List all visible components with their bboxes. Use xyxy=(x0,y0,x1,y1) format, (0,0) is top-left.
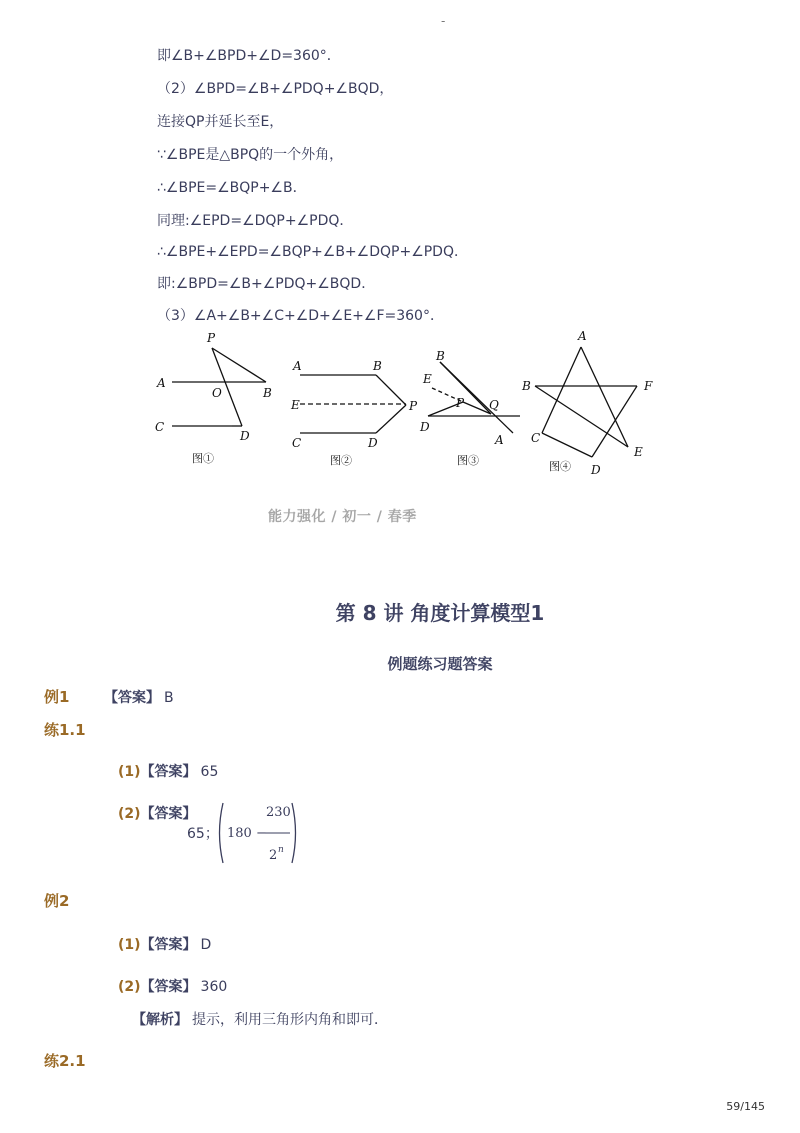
fig2-label-a: A xyxy=(293,359,302,373)
proof-line: 连接QP并延长至E， xyxy=(157,114,284,130)
fig4-label-c: C xyxy=(531,431,541,445)
fig2-label-d: D xyxy=(368,436,378,450)
item-number: (2) xyxy=(118,806,141,822)
page-number: 59/145 xyxy=(726,1100,765,1113)
example-2-answer-1 xyxy=(118,934,211,954)
item-number: (2) xyxy=(118,979,141,995)
item-number: (1) xyxy=(118,764,141,780)
practice-2-1-label: 练2.1 xyxy=(44,1052,86,1070)
answer-tag: 【答案】 xyxy=(104,690,160,706)
fig4-label-d: D xyxy=(591,463,601,477)
proof-line: ∴∠BPE=∠BQP+∠B． xyxy=(157,180,307,196)
example-2-analysis xyxy=(132,1009,388,1029)
fig3-label-e: E xyxy=(423,372,432,386)
fig2-label-c: C xyxy=(292,436,302,450)
item-number: (1) xyxy=(118,937,141,953)
example-2-answer-2 xyxy=(118,976,227,996)
section-footer: 能力强化 / 初一 / 春季 xyxy=(268,509,417,525)
fig1-label-c: C xyxy=(155,420,165,434)
answer-value: 65； xyxy=(187,826,219,842)
practice-1-1-label: 练1.1 xyxy=(44,721,86,739)
proof-line: 即∠B+∠BPD+∠D=360°． xyxy=(157,48,341,64)
fig3-label-a: A xyxy=(495,433,504,447)
practice-1-1-answer-1 xyxy=(118,761,218,781)
answer-tag: 【答案】 xyxy=(140,764,197,780)
fig4-label-b: B xyxy=(522,379,531,393)
proof-line: 即:∠BPD=∠B+∠PDQ+∠BQD． xyxy=(157,276,376,292)
practice-1-1-answer-2 xyxy=(118,803,197,823)
lecture-title: 第 8 讲 角度计算模型1 xyxy=(335,601,545,625)
analysis-tag: 【解析】 xyxy=(132,1012,188,1028)
proof-line: ∴∠BPE+∠EPD=∠BQP+∠B+∠DQP+∠PDQ． xyxy=(157,244,468,260)
formula-exponent: n xyxy=(278,845,284,855)
fig1-caption: 图① xyxy=(192,452,214,465)
geometry-figures xyxy=(150,330,660,480)
answer-value: D xyxy=(200,937,212,953)
answer-tag: 【答案】 xyxy=(140,937,197,953)
answer-value: 65 xyxy=(200,764,219,780)
fig2-caption: 图② xyxy=(330,454,352,467)
formula-lead: 180 − xyxy=(227,826,267,841)
figure-3 xyxy=(428,362,520,433)
answers-subtitle: 例题练习题答案 xyxy=(387,655,493,673)
formula-numerator: 230 xyxy=(266,805,291,820)
example-1-label: 例1 xyxy=(44,688,70,706)
answer-value: 360 xyxy=(200,979,228,995)
example-2-label: 例2 xyxy=(44,892,70,910)
fig3-label-p: P xyxy=(456,396,465,410)
fig3-label-b: B xyxy=(436,349,445,363)
analysis-text: 提示，利用三角形内角和即可． xyxy=(192,1012,388,1028)
fig1-label-a: A xyxy=(157,376,166,390)
fig4-label-f: F xyxy=(644,379,653,393)
proof-line: （3）∠A+∠B+∠C+∠D+∠E+∠F=360°． xyxy=(157,308,444,324)
proof-line: 同理:∠EPD=∠DQP+∠PDQ． xyxy=(157,213,354,229)
fig1-label-p: P xyxy=(207,331,216,345)
answer-tag: 【答案】 xyxy=(140,979,197,995)
example-1-answer xyxy=(104,687,174,707)
fig3-label-q: Q xyxy=(489,398,499,412)
fig1-label-b: B xyxy=(263,386,272,400)
fig2-label-b: B xyxy=(373,359,382,373)
fig4-label-a: A xyxy=(578,330,587,343)
proof-line: （2）∠BPD=∠B+∠PDQ+∠BQD， xyxy=(157,81,394,97)
answer-tag: 【答案】 xyxy=(140,806,197,822)
fig1-label-d: D xyxy=(240,429,250,443)
fig3-caption: 图③ xyxy=(457,454,479,467)
fig2-label-p: P xyxy=(409,399,418,413)
fig2-label-e: E xyxy=(291,398,300,412)
fig1-label-o: O xyxy=(212,386,222,400)
fraction-formula xyxy=(214,800,304,866)
fig4-label-e: E xyxy=(634,445,643,459)
header-mark: - xyxy=(441,14,446,28)
figure-2 xyxy=(300,375,406,433)
fig3-label-d: D xyxy=(420,420,430,434)
proof-line: ∵∠BPE是△BPQ的一个外角， xyxy=(157,147,344,163)
formula-denominator: 2 xyxy=(269,848,278,863)
figure-4 xyxy=(535,347,637,457)
answer-value: B xyxy=(164,690,174,706)
fig4-caption: 图④ xyxy=(549,460,571,473)
